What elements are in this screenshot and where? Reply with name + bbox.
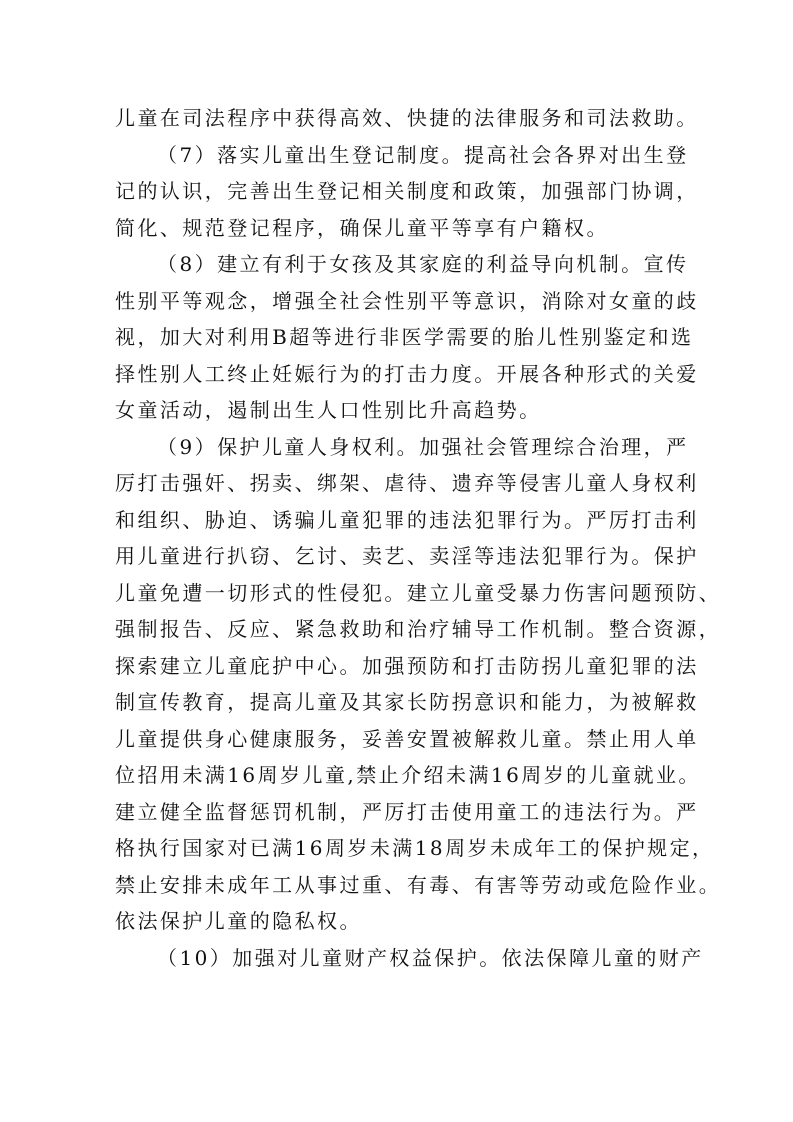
text-line: 性别平等观念，增强全社会性别平等意识，消除对女童的歧 (115, 288, 699, 313)
text-line: 厉打击强奸、拐卖、绑架、虐待、遗弃等侵害儿童人身权利 (115, 471, 699, 495)
text-line: 儿童提供身心健康服务，妥善安置被解救儿童。禁止用人单 (115, 726, 699, 751)
text-line: 位招用未满16周岁儿童,禁止介绍未满16周岁的儿童就业。 (115, 763, 701, 787)
text-line-item-8: （8）建立有利于女孩及其家庭的利益导向机制。宣传 (157, 252, 689, 276)
text-line: 建立健全监督惩罚机制，严厉打击使用童工的违法行为。严 (115, 799, 699, 824)
text-line: 探索建立儿童庇护中心。加强预防和打击防拐儿童犯罪的法 (115, 653, 699, 678)
text-line: 择性别人工终止妊娠行为的打击力度。开展各种形式的关爱 (115, 361, 699, 386)
text-line: 儿童免遭一切形式的性侵犯。建立儿童受暴力伤害问题预防、 (115, 580, 722, 605)
text-line: 记的认识，完善出生登记相关制度和政策，加强部门协调， (115, 179, 699, 203)
text-line: 儿童在司法程序中获得高效、快捷的法律服务和司法救助。 (115, 106, 699, 130)
text-line: 简化、规范登记程序，确保儿童平等享有户籍权。 (115, 215, 609, 240)
text-line: 用儿童进行扒窃、乞讨、卖艺、卖淫等违法犯罪行为。保护 (115, 544, 699, 568)
text-line-item-9: （9）保护儿童人身权利。加强社会管理综合治理，严 (157, 434, 689, 459)
text-line: 和组织、胁迫、诱骗儿童犯罪的违法犯罪行为。严厉打击利 (115, 507, 699, 532)
text-line: 制宣传教育，提高儿童及其家长防拐意识和能力，为被解救 (115, 690, 699, 714)
text-line: 视，加大对利用B超等进行非医学需要的胎儿性别鉴定和选 (115, 325, 694, 349)
text-line: 强制报告、反应、紧急救助和治疗辅导工作机制。整合资源， (115, 617, 722, 641)
text-line: 禁止安排未成年工从事过重、有毒、有害等劳动或危险作业。 (115, 872, 722, 897)
text-line-item-10: （10）加强对儿童财产权益保护。依法保障儿童的财产 (157, 945, 704, 970)
text-line-item-7: （7）落实儿童出生登记制度。提高社会各界对出生登 (157, 142, 689, 167)
text-line: 女童活动，遏制出生人口性别比升高趋势。 (115, 398, 542, 422)
text-line: 依法保护儿童的隐私权。 (115, 909, 362, 933)
text-line: 格执行国家对已满16周岁未满18周岁未成年工的保护规定， (115, 836, 715, 860)
body-text (115, 100, 722, 976)
